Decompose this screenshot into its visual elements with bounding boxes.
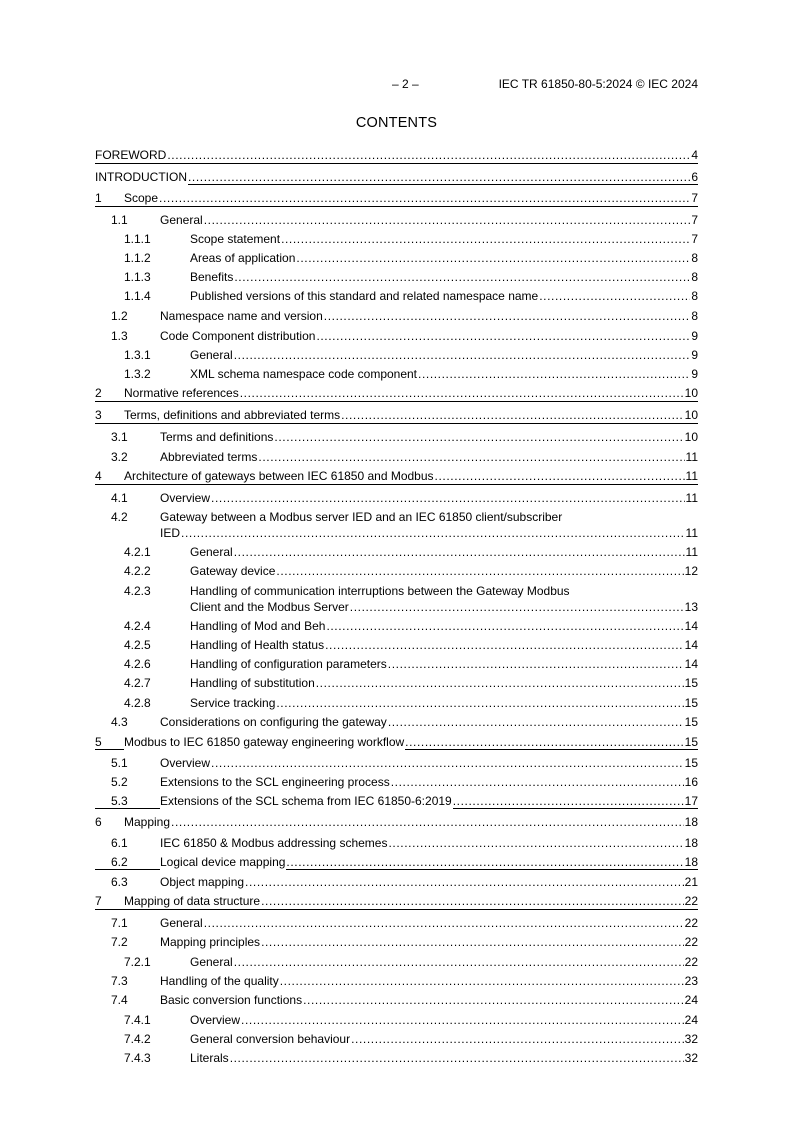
toc-entry-number: 4.3 — [111, 715, 128, 729]
dot-leader — [274, 429, 683, 445]
toc-entry[interactable] — [95, 973, 698, 989]
dot-leader — [453, 793, 684, 809]
toc-entry-page: 8 — [691, 289, 698, 303]
toc-entry-page: 7 — [691, 191, 698, 205]
toc-entry-number: 7.4 — [111, 993, 128, 1007]
toc-entry-number: 3.1 — [111, 430, 128, 444]
toc-entry-page: 9 — [691, 367, 698, 381]
toc-entry-number: 5 — [95, 735, 102, 749]
toc-entry-number: 7.1 — [111, 916, 128, 930]
dot-leader — [388, 835, 683, 851]
toc-entry[interactable] — [95, 269, 698, 285]
toc-entry[interactable] — [95, 774, 698, 790]
toc-entry-title: General — [190, 955, 233, 969]
toc-entry-number: 6 — [95, 815, 102, 829]
dot-leader — [391, 774, 684, 790]
toc-entry[interactable] — [95, 509, 698, 541]
toc-entry-page: 15 — [684, 756, 698, 770]
toc-entry-page: 22 — [684, 916, 698, 930]
dot-leader — [234, 347, 691, 363]
toc-entry-number: 7.3 — [111, 974, 128, 988]
toc-entry-title: INTRODUCTION — [95, 170, 187, 184]
toc-entry-title: General — [190, 545, 233, 559]
dot-leader — [230, 1050, 684, 1066]
toc-entry-title: General — [160, 916, 203, 930]
toc-entry-number: 6.3 — [111, 875, 128, 889]
toc-entry-title: General — [190, 348, 233, 362]
dot-leader — [326, 618, 683, 634]
toc-entry[interactable] — [95, 583, 698, 615]
toc-entry-page: 11 — [685, 450, 698, 464]
toc-entry-page: 10 — [684, 408, 698, 422]
toc-entry-number: 2 — [95, 386, 102, 400]
toc-entry-number: 4.2.2 — [124, 564, 151, 578]
toc-entry-title: Handling of configuration parameters — [190, 657, 387, 671]
toc-entry-title: Extensions to the SCL engineering process — [160, 775, 390, 789]
toc-entry-number: 1.1 — [111, 213, 128, 227]
toc-entry-page: 4 — [691, 148, 698, 162]
toc-entry-title: Object mapping — [160, 875, 245, 889]
toc-entry-page: 10 — [684, 430, 698, 444]
toc-entry-number: 4.2.4 — [124, 619, 151, 633]
toc-entry-page: 11 — [685, 526, 698, 540]
toc-entry-title: Handling of substitution — [190, 676, 315, 690]
toc-entry[interactable] — [95, 429, 698, 445]
dot-leader — [234, 954, 684, 970]
toc-entry[interactable] — [95, 915, 698, 931]
toc-entry[interactable] — [95, 814, 698, 830]
dot-leader — [159, 190, 690, 206]
toc-entry[interactable] — [95, 1012, 698, 1028]
toc-entry-page: 13 — [684, 600, 698, 614]
dot-leader — [245, 874, 684, 890]
toc-entry-page: 12 — [684, 564, 698, 578]
toc-entry[interactable] — [95, 618, 698, 634]
toc-entry-number: 4.2.8 — [124, 696, 151, 710]
dot-leader — [241, 1012, 684, 1028]
toc-entry-page: 23 — [684, 974, 698, 988]
toc-entry[interactable] — [95, 308, 698, 324]
toc-entry[interactable] — [95, 755, 698, 771]
toc-entry-number: 7.4.3 — [124, 1051, 151, 1065]
dot-leader — [258, 449, 684, 465]
dot-leader — [261, 893, 684, 909]
toc-entry-page: 14 — [684, 619, 698, 633]
dot-leader — [350, 599, 684, 615]
dot-leader — [204, 212, 691, 228]
toc-entry[interactable] — [95, 734, 698, 750]
toc-entry[interactable] — [95, 212, 698, 228]
toc-entry-page: 15 — [684, 676, 698, 690]
toc-entry-page: 8 — [691, 270, 698, 284]
toc-entry-page: 16 — [684, 775, 698, 789]
toc-entry-page: 18 — [684, 836, 698, 850]
section-divider — [95, 206, 698, 207]
toc-entry-number: 1.1.4 — [124, 289, 151, 303]
toc-entry[interactable] — [95, 468, 698, 484]
toc-entry[interactable] — [95, 147, 698, 163]
toc-entry-number: 6.1 — [111, 836, 128, 850]
toc-entry[interactable] — [95, 231, 698, 247]
toc-entry-page: 7 — [691, 213, 698, 227]
dot-leader — [303, 992, 684, 1008]
toc-entry-number: 4.2.6 — [124, 657, 151, 671]
toc-entry-title: Normative references — [124, 386, 239, 400]
toc-entry-title: Considerations on configuring the gateway — [160, 715, 387, 729]
toc-entry-title: Code Component distribution — [160, 329, 316, 343]
toc-entry[interactable] — [95, 714, 698, 730]
toc-entry-number: 1.3.1 — [124, 348, 151, 362]
toc-entry-title-continuation: IED — [160, 526, 181, 540]
toc-entry-number: 4.2.5 — [124, 638, 151, 652]
toc-entry-number: 4.2.7 — [124, 676, 151, 690]
section-divider — [95, 423, 698, 424]
toc-entry-title: Namespace name and version — [160, 309, 323, 323]
toc-entry-number: 3.2 — [111, 450, 128, 464]
toc-entry[interactable] — [95, 835, 698, 851]
toc-entry-page: 14 — [684, 657, 698, 671]
toc-entry-page: 18 — [684, 855, 698, 869]
toc-entry[interactable] — [95, 874, 698, 890]
toc-entry-number: 1.2 — [111, 309, 128, 323]
dot-leader — [234, 544, 685, 560]
toc-entry[interactable] — [95, 854, 698, 870]
toc-entry-page: 32 — [684, 1032, 698, 1046]
toc-entry-number: 1 — [95, 191, 102, 205]
toc-entry-page: 18 — [684, 815, 698, 829]
toc-entry-page: 9 — [691, 329, 698, 343]
toc-entry-title: FOREWORD — [95, 148, 167, 162]
toc-entry-page: 14 — [684, 638, 698, 652]
dot-leader — [418, 366, 690, 382]
toc-entry-number: 4.2 — [111, 510, 128, 524]
toc-entry-page: 8 — [691, 309, 698, 323]
toc-entry-number: 1.3 — [111, 329, 128, 343]
standard-reference: IEC TR 61850-80-5:2024 © IEC 2024 — [498, 77, 698, 91]
dot-leader — [276, 563, 683, 579]
section-divider — [95, 484, 698, 485]
toc-entry-title-continuation: Client and the Modbus Server — [190, 600, 349, 614]
toc-entry-page: 21 — [684, 875, 698, 889]
dot-leader — [325, 637, 684, 653]
toc-entry[interactable] — [95, 347, 698, 363]
dot-leader — [204, 915, 684, 931]
toc-entry-title: Scope statement — [190, 232, 281, 246]
toc-entry[interactable] — [95, 385, 698, 401]
toc-entry[interactable] — [95, 490, 698, 506]
dot-leader — [211, 755, 684, 771]
dot-leader — [167, 147, 690, 163]
toc-entry-number: 1.1.3 — [124, 270, 151, 284]
toc-entry-page: 15 — [684, 735, 698, 749]
toc-entry[interactable] — [95, 544, 698, 560]
dot-leader — [435, 468, 685, 484]
toc-entry[interactable] — [95, 675, 698, 691]
toc-entry-title: Extensions of the SCL schema from IEC 61850-6:2019 — [160, 794, 452, 808]
dot-leader — [324, 308, 691, 324]
toc-entry-page: 6 — [691, 170, 698, 184]
dot-leader — [276, 695, 683, 711]
dot-leader — [188, 169, 690, 185]
toc-entry-number: 1.3.2 — [124, 367, 151, 381]
toc-entry-page: 24 — [684, 1013, 698, 1027]
dot-leader — [211, 490, 685, 506]
toc-entry-title: Literals — [190, 1051, 229, 1065]
dot-leader — [341, 407, 684, 423]
toc-entry-title: Handling of the quality — [160, 974, 279, 988]
toc-entry-page: 9 — [691, 348, 698, 362]
toc-entry[interactable] — [95, 1050, 698, 1066]
toc-entry-title: Benefits — [190, 270, 234, 284]
toc-entry-number: 7.4.1 — [124, 1013, 151, 1027]
toc-entry[interactable] — [95, 250, 698, 266]
toc-entry[interactable] — [95, 954, 698, 970]
toc-entry-number: 5.3 — [111, 794, 128, 808]
toc-entry[interactable] — [95, 793, 698, 809]
toc-entry-page: 10 — [684, 386, 698, 400]
toc-entry-title: Terms and definitions — [160, 430, 274, 444]
toc-entry-page: 15 — [684, 715, 698, 729]
toc-entry-page: 15 — [684, 696, 698, 710]
dot-leader — [539, 288, 690, 304]
toc-entry-title: Scope — [124, 191, 159, 205]
dot-leader — [296, 250, 690, 266]
toc-entry[interactable] — [95, 563, 698, 579]
page-number-label: – 2 – — [392, 77, 419, 91]
toc-entry[interactable] — [95, 328, 698, 344]
toc-entry-number: 4.2.1 — [124, 545, 151, 559]
toc-entry-title: Mapping — [124, 815, 171, 829]
toc-entry[interactable] — [95, 449, 698, 465]
section-divider — [95, 163, 698, 164]
toc-entry[interactable] — [95, 169, 698, 185]
dot-leader — [240, 385, 684, 401]
toc-entry-number: 4 — [95, 469, 102, 483]
toc-entry-page: 11 — [685, 469, 698, 483]
toc-entry-page: 17 — [684, 794, 698, 808]
toc-entry-title: Logical device mapping — [160, 855, 286, 869]
toc-entry-title: Service tracking — [190, 696, 276, 710]
toc-entry-page: 22 — [684, 894, 698, 908]
toc-entry-number: 3 — [95, 408, 102, 422]
toc-entry-title: Handling of Mod and Beh — [190, 619, 326, 633]
toc-entry-number: 5.1 — [111, 756, 128, 770]
toc-entry-title: Handling of Health status — [190, 638, 325, 652]
toc-entry[interactable] — [95, 656, 698, 672]
dot-leader — [181, 525, 685, 541]
toc-entry-number: 5.2 — [111, 775, 128, 789]
dot-leader — [234, 269, 690, 285]
dot-leader — [286, 854, 683, 870]
toc-entry-number: 7 — [95, 894, 102, 908]
section-divider — [95, 401, 698, 402]
dot-leader — [351, 1031, 684, 1047]
toc-entry-page: 8 — [691, 251, 698, 265]
toc-entry[interactable] — [95, 190, 698, 206]
toc-entry-title: Gateway between a Modbus server IED and an IEC 61850 client/subscriber — [160, 510, 563, 524]
dot-leader — [171, 814, 684, 830]
toc-entry-title: Areas of application — [190, 251, 296, 265]
dot-leader — [281, 231, 690, 247]
toc-entry-number: 7.2.1 — [124, 955, 151, 969]
toc-entry-title: Architecture of gateways between IEC 61850 and Modbus — [124, 469, 434, 483]
toc-entry[interactable] — [95, 1031, 698, 1047]
toc-entry[interactable] — [95, 934, 698, 950]
toc-entry-number: 7.4.2 — [124, 1032, 151, 1046]
toc-entry-title: Handling of communication interruptions between the Gateway Modbus — [190, 584, 570, 598]
toc-entry[interactable] — [95, 992, 698, 1008]
toc-entry[interactable] — [95, 637, 698, 653]
toc-entry[interactable] — [95, 288, 698, 304]
toc-entry[interactable] — [95, 695, 698, 711]
toc-entry-page: 7 — [691, 232, 698, 246]
toc-entry-page: 24 — [684, 993, 698, 1007]
toc-entry-number: 1.1.1 — [124, 232, 151, 246]
toc-entry[interactable] — [95, 407, 698, 423]
toc-entry-title: Gateway device — [190, 564, 276, 578]
dot-leader — [261, 934, 684, 950]
toc-entry-title: Overview — [160, 491, 211, 505]
toc-entry-number: 6.2 — [111, 855, 128, 869]
toc-entry-title: Abbreviated terms — [160, 450, 258, 464]
toc-entry-page: 11 — [685, 545, 698, 559]
toc-entry-page: 22 — [684, 935, 698, 949]
toc-entry-number: 1.1.2 — [124, 251, 151, 265]
toc-entry-title: Terms, definitions and abbreviated terms — [124, 408, 341, 422]
toc-entry-number: 4.1 — [111, 491, 128, 505]
dot-leader — [280, 973, 684, 989]
toc-entry-title: General — [160, 213, 203, 227]
toc-entry[interactable] — [95, 366, 698, 382]
toc-entry-title: Basic conversion functions — [160, 993, 303, 1007]
toc-entry-title: Mapping of data structure — [124, 894, 261, 908]
toc-entry-title: Published versions of this standard and related namespace name — [190, 289, 539, 303]
toc-entry-page: 22 — [684, 955, 698, 969]
toc-entry-title: Overview — [190, 1013, 241, 1027]
dot-leader — [388, 656, 684, 672]
page-title: CONTENTS — [355, 115, 438, 131]
section-divider — [95, 909, 698, 910]
toc-entry-number: 4.2.3 — [124, 584, 151, 598]
toc-entry[interactable] — [95, 893, 698, 909]
toc-entry-title: Mapping principles — [160, 935, 261, 949]
toc-entry-title: XML schema namespace code component — [190, 367, 418, 381]
toc-entry-title: IEC 61850 & Modbus addressing schemes — [160, 836, 388, 850]
toc-entry-page: 11 — [685, 491, 698, 505]
toc-entry-page: 32 — [684, 1051, 698, 1065]
toc-entry-title: Modbus to IEC 61850 gateway engineering workflow — [124, 735, 405, 749]
dot-leader — [388, 714, 684, 730]
toc-entry-title: Overview — [160, 756, 211, 770]
dot-leader — [316, 328, 690, 344]
toc-entry-number: 7.2 — [111, 935, 128, 949]
toc-entry-title: General conversion behaviour — [190, 1032, 351, 1046]
dot-leader — [405, 734, 683, 750]
dot-leader — [316, 675, 684, 691]
